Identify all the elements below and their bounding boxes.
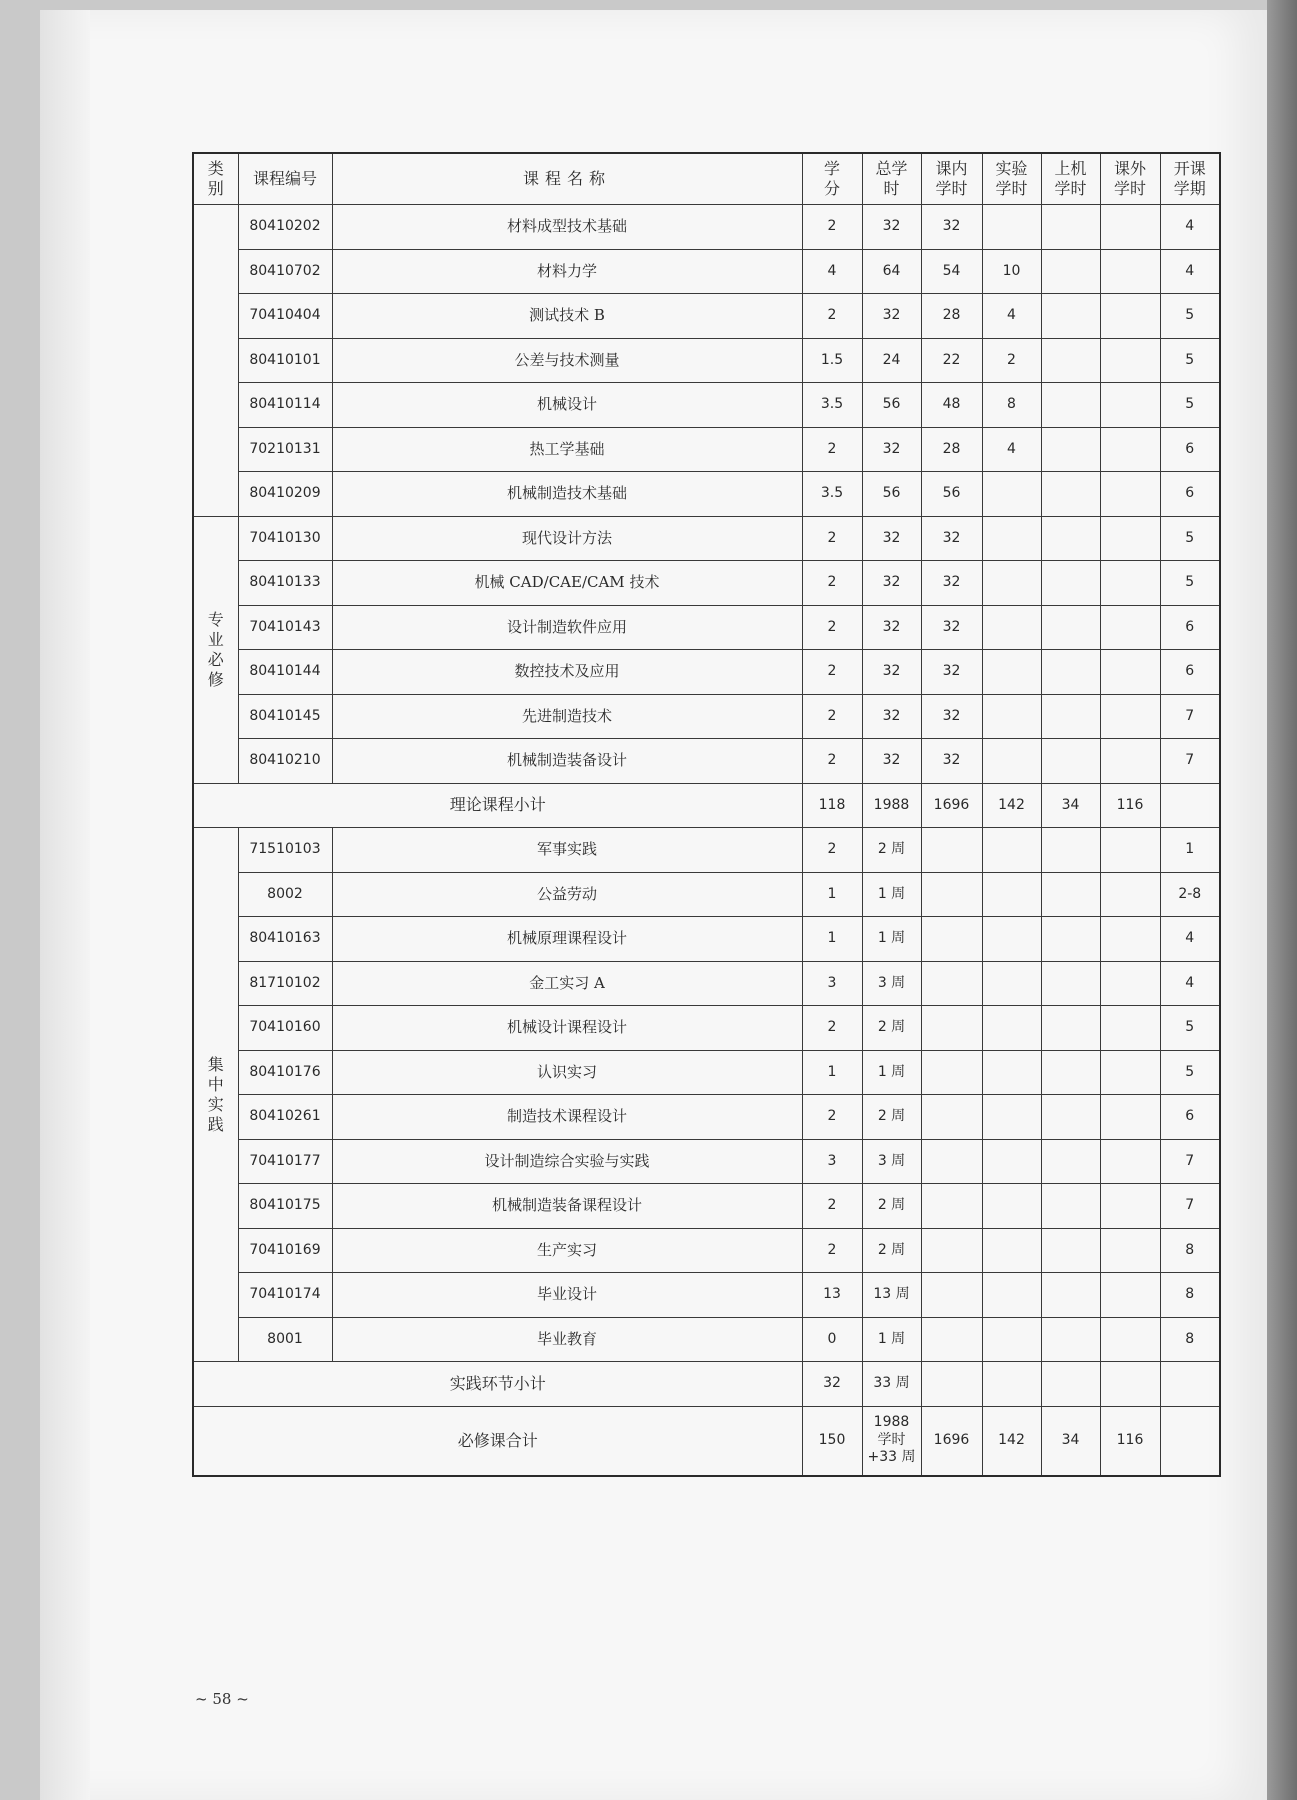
course-credits: 3 bbox=[802, 961, 862, 1006]
course-lecture-hours bbox=[921, 1317, 982, 1362]
course-total-hours: 24 bbox=[862, 338, 921, 383]
course-computer-hours bbox=[1041, 1139, 1100, 1184]
required-total-hours-total-line2: 学时 bbox=[877, 1431, 906, 1448]
course-lecture-hours bbox=[921, 1006, 982, 1051]
course-credits: 0 bbox=[802, 1317, 862, 1362]
course-semester: 8 bbox=[1160, 1273, 1220, 1318]
course-credits: 2 bbox=[802, 739, 862, 784]
course-lab-hours bbox=[982, 1050, 1041, 1095]
required-total-hours-total-line1: 1988 bbox=[873, 1414, 910, 1431]
course-extra-hours bbox=[1100, 383, 1160, 428]
course-total-hours: 1 周 bbox=[862, 872, 921, 917]
course-credits: 3 bbox=[802, 1139, 862, 1184]
course-computer-hours bbox=[1041, 383, 1100, 428]
course-code: 80410175 bbox=[238, 1184, 332, 1229]
course-name: 先进制造技术 bbox=[332, 694, 802, 739]
course-credits: 2 bbox=[802, 516, 862, 561]
course-lecture-hours bbox=[921, 1050, 982, 1095]
table-row bbox=[193, 1006, 1220, 1051]
course-lecture-hours bbox=[921, 1095, 982, 1140]
table-row bbox=[193, 828, 1220, 873]
course-credits: 1 bbox=[802, 1050, 862, 1095]
course-lecture-hours bbox=[921, 1228, 982, 1273]
course-code: 80410209 bbox=[238, 472, 332, 517]
practice-subtotal-total: 33 周 bbox=[862, 1362, 921, 1407]
required-total-credits: 150 bbox=[802, 1406, 862, 1476]
course-extra-hours bbox=[1100, 1095, 1160, 1140]
table-row bbox=[193, 917, 1220, 962]
course-computer-hours bbox=[1041, 1184, 1100, 1229]
required-total-hours-total-line3: +33 周 bbox=[867, 1449, 916, 1466]
course-code: 8001 bbox=[238, 1317, 332, 1362]
theory-subtotal-label: 理论课程小计 bbox=[193, 783, 802, 828]
course-lab-hours bbox=[982, 516, 1041, 561]
practice-subtotal-row bbox=[193, 1362, 1220, 1407]
course-code: 70410177 bbox=[238, 1139, 332, 1184]
course-name: 机械原理课程设计 bbox=[332, 917, 802, 962]
course-lab-hours bbox=[982, 694, 1041, 739]
course-name: 认识实习 bbox=[332, 1050, 802, 1095]
course-lecture-hours bbox=[921, 1184, 982, 1229]
course-code: 80410101 bbox=[238, 338, 332, 383]
course-semester: 6 bbox=[1160, 605, 1220, 650]
course-semester: 4 bbox=[1160, 249, 1220, 294]
course-code: 71510103 bbox=[238, 828, 332, 873]
course-credits: 2 bbox=[802, 561, 862, 606]
page-binding-edge bbox=[40, 10, 90, 1800]
course-semester: 8 bbox=[1160, 1317, 1220, 1362]
course-lab-hours bbox=[982, 561, 1041, 606]
header-semester: 开课 学期 bbox=[1160, 153, 1220, 205]
course-total-hours: 2 周 bbox=[862, 1095, 921, 1140]
course-name: 金工实习 A bbox=[332, 961, 802, 1006]
course-credits: 1.5 bbox=[802, 338, 862, 383]
course-extra-hours bbox=[1100, 1184, 1160, 1229]
table-row bbox=[193, 650, 1220, 695]
course-name: 机械制造技术基础 bbox=[332, 472, 802, 517]
course-code: 70410143 bbox=[238, 605, 332, 650]
course-total-hours: 2 周 bbox=[862, 1228, 921, 1273]
course-extra-hours bbox=[1100, 694, 1160, 739]
course-computer-hours bbox=[1041, 694, 1100, 739]
course-credits: 2 bbox=[802, 650, 862, 695]
course-credits: 2 bbox=[802, 1228, 862, 1273]
course-code: 81710102 bbox=[238, 961, 332, 1006]
course-computer-hours bbox=[1041, 917, 1100, 962]
course-lecture-hours: 32 bbox=[921, 561, 982, 606]
course-lecture-hours: 32 bbox=[921, 650, 982, 695]
theory-subtotal-extra: 116 bbox=[1100, 783, 1160, 828]
required-total-label: 必修课合计 bbox=[193, 1406, 802, 1476]
table-row bbox=[193, 872, 1220, 917]
course-name: 机械制造装备课程设计 bbox=[332, 1184, 802, 1229]
course-credits: 2 bbox=[802, 294, 862, 339]
course-credits: 2 bbox=[802, 828, 862, 873]
course-computer-hours bbox=[1041, 516, 1100, 561]
course-code: 70210131 bbox=[238, 427, 332, 472]
course-code: 70410404 bbox=[238, 294, 332, 339]
page-right-shadow bbox=[1267, 0, 1297, 1800]
course-lab-hours bbox=[982, 917, 1041, 962]
header-extra-hours: 课外 学时 bbox=[1100, 153, 1160, 205]
course-lab-hours bbox=[982, 961, 1041, 1006]
course-code: 70410169 bbox=[238, 1228, 332, 1273]
course-semester: 5 bbox=[1160, 1006, 1220, 1051]
course-credits: 2 bbox=[802, 205, 862, 250]
course-code: 70410160 bbox=[238, 1006, 332, 1051]
course-code: 80410176 bbox=[238, 1050, 332, 1095]
course-extra-hours bbox=[1100, 1050, 1160, 1095]
table-row bbox=[193, 1317, 1220, 1362]
course-total-hours: 1 周 bbox=[862, 917, 921, 962]
course-extra-hours bbox=[1100, 294, 1160, 339]
course-extra-hours bbox=[1100, 1273, 1160, 1318]
course-computer-hours bbox=[1041, 205, 1100, 250]
course-lab-hours: 2 bbox=[982, 338, 1041, 383]
course-semester: 7 bbox=[1160, 1184, 1220, 1229]
course-computer-hours bbox=[1041, 605, 1100, 650]
theory-subtotal-computer: 34 bbox=[1041, 783, 1100, 828]
course-name: 毕业设计 bbox=[332, 1273, 802, 1318]
course-lab-hours bbox=[982, 1228, 1041, 1273]
course-lab-hours bbox=[982, 605, 1041, 650]
course-lecture-hours: 48 bbox=[921, 383, 982, 428]
course-extra-hours bbox=[1100, 739, 1160, 784]
required-total-computer: 34 bbox=[1041, 1406, 1100, 1476]
course-semester: 6 bbox=[1160, 650, 1220, 695]
course-name: 材料力学 bbox=[332, 249, 802, 294]
course-lecture-hours: 32 bbox=[921, 694, 982, 739]
header-category: 类 别 bbox=[193, 153, 238, 205]
course-code: 80410210 bbox=[238, 739, 332, 784]
required-total-row bbox=[193, 1406, 1220, 1476]
course-computer-hours bbox=[1041, 1273, 1100, 1318]
course-semester: 4 bbox=[1160, 917, 1220, 962]
course-lecture-hours: 28 bbox=[921, 294, 982, 339]
course-lab-hours bbox=[982, 205, 1041, 250]
practice-subtotal-empty bbox=[982, 1362, 1041, 1407]
course-extra-hours bbox=[1100, 427, 1160, 472]
practice-subtotal-empty bbox=[1100, 1362, 1160, 1407]
course-lecture-hours bbox=[921, 1273, 982, 1318]
course-computer-hours bbox=[1041, 828, 1100, 873]
required-total-hours bbox=[862, 1406, 921, 1476]
course-lab-hours: 8 bbox=[982, 383, 1041, 428]
course-extra-hours bbox=[1100, 338, 1160, 383]
course-lab-hours bbox=[982, 472, 1041, 517]
course-lab-hours: 10 bbox=[982, 249, 1041, 294]
course-lab-hours bbox=[982, 1317, 1041, 1362]
course-extra-hours bbox=[1100, 516, 1160, 561]
course-code: 70410174 bbox=[238, 1273, 332, 1318]
practice-subtotal-empty bbox=[921, 1362, 982, 1407]
practice-subtotal-empty bbox=[1160, 1362, 1220, 1407]
header-lecture-hours: 课内 学时 bbox=[921, 153, 982, 205]
course-lab-hours bbox=[982, 828, 1041, 873]
course-semester: 6 bbox=[1160, 1095, 1220, 1140]
course-semester: 2-8 bbox=[1160, 872, 1220, 917]
course-code: 80410163 bbox=[238, 917, 332, 962]
course-credits: 13 bbox=[802, 1273, 862, 1318]
course-semester: 4 bbox=[1160, 205, 1220, 250]
course-code: 80410145 bbox=[238, 694, 332, 739]
course-semester: 6 bbox=[1160, 472, 1220, 517]
course-name: 材料成型技术基础 bbox=[332, 205, 802, 250]
course-lab-hours bbox=[982, 650, 1041, 695]
course-credits: 2 bbox=[802, 605, 862, 650]
course-computer-hours bbox=[1041, 1006, 1100, 1051]
course-lecture-hours: 32 bbox=[921, 605, 982, 650]
course-computer-hours bbox=[1041, 1228, 1100, 1273]
table-body bbox=[193, 205, 1220, 1476]
course-credits: 3.5 bbox=[802, 383, 862, 428]
table-row bbox=[193, 1273, 1220, 1318]
course-computer-hours bbox=[1041, 650, 1100, 695]
course-name: 热工学基础 bbox=[332, 427, 802, 472]
course-computer-hours bbox=[1041, 427, 1100, 472]
header-code: 课程编号 bbox=[238, 153, 332, 205]
course-name: 机械设计课程设计 bbox=[332, 1006, 802, 1051]
course-code: 8002 bbox=[238, 872, 332, 917]
course-code: 80410114 bbox=[238, 383, 332, 428]
course-extra-hours bbox=[1100, 1317, 1160, 1362]
course-lab-hours: 4 bbox=[982, 294, 1041, 339]
course-lab-hours bbox=[982, 1139, 1041, 1184]
course-lab-hours bbox=[982, 1006, 1041, 1051]
course-credits: 2 bbox=[802, 1006, 862, 1051]
course-semester: 6 bbox=[1160, 427, 1220, 472]
course-total-hours: 32 bbox=[862, 205, 921, 250]
course-credits: 4 bbox=[802, 249, 862, 294]
course-name: 机械制造装备设计 bbox=[332, 739, 802, 784]
course-extra-hours bbox=[1100, 828, 1160, 873]
course-code: 80410202 bbox=[238, 205, 332, 250]
course-computer-hours bbox=[1041, 1317, 1100, 1362]
course-extra-hours bbox=[1100, 472, 1160, 517]
table-row bbox=[193, 694, 1220, 739]
category-cell bbox=[193, 205, 238, 517]
practice-subtotal-credits: 32 bbox=[802, 1362, 862, 1407]
header-total-hours: 总学 时 bbox=[862, 153, 921, 205]
table-row bbox=[193, 1095, 1220, 1140]
course-total-hours: 2 周 bbox=[862, 1006, 921, 1051]
course-total-hours: 32 bbox=[862, 650, 921, 695]
table-row bbox=[193, 1228, 1220, 1273]
course-lab-hours bbox=[982, 1184, 1041, 1229]
table-row bbox=[193, 472, 1220, 517]
course-computer-hours bbox=[1041, 561, 1100, 606]
course-lab-hours bbox=[982, 872, 1041, 917]
course-name: 毕业教育 bbox=[332, 1317, 802, 1362]
course-name: 机械 CAD/CAE/CAM 技术 bbox=[332, 561, 802, 606]
table-row bbox=[193, 516, 1220, 561]
theory-subtotal-semester bbox=[1160, 783, 1220, 828]
course-name: 现代设计方法 bbox=[332, 516, 802, 561]
course-semester: 5 bbox=[1160, 516, 1220, 561]
course-extra-hours bbox=[1100, 605, 1160, 650]
table-row bbox=[193, 1139, 1220, 1184]
course-semester: 5 bbox=[1160, 383, 1220, 428]
course-code: 80410144 bbox=[238, 650, 332, 695]
theory-subtotal-row bbox=[193, 783, 1220, 828]
category-cell: 集 中 实 践 bbox=[193, 828, 238, 1362]
table-row bbox=[193, 249, 1220, 294]
course-extra-hours bbox=[1100, 872, 1160, 917]
practice-subtotal-empty bbox=[1041, 1362, 1100, 1407]
course-lecture-hours: 56 bbox=[921, 472, 982, 517]
course-lecture-hours bbox=[921, 872, 982, 917]
practice-subtotal-label: 实践环节小计 bbox=[193, 1362, 802, 1407]
course-lecture-hours: 28 bbox=[921, 427, 982, 472]
course-plan-table bbox=[192, 152, 1221, 1477]
header-computer-hours: 上机 学时 bbox=[1041, 153, 1100, 205]
course-total-hours: 32 bbox=[862, 561, 921, 606]
course-name: 设计制造软件应用 bbox=[332, 605, 802, 650]
category-cell: 专 业 必 修 bbox=[193, 516, 238, 783]
course-semester: 5 bbox=[1160, 338, 1220, 383]
course-name: 制造技术课程设计 bbox=[332, 1095, 802, 1140]
required-total-extra: 116 bbox=[1100, 1406, 1160, 1476]
course-lab-hours bbox=[982, 1273, 1041, 1318]
course-name: 测试技术 B bbox=[332, 294, 802, 339]
course-total-hours: 56 bbox=[862, 383, 921, 428]
course-credits: 2 bbox=[802, 1095, 862, 1140]
theory-subtotal-credits: 118 bbox=[802, 783, 862, 828]
course-computer-hours bbox=[1041, 961, 1100, 1006]
course-total-hours: 56 bbox=[862, 472, 921, 517]
table-row bbox=[193, 383, 1220, 428]
course-credits: 2 bbox=[802, 427, 862, 472]
course-total-hours: 32 bbox=[862, 294, 921, 339]
course-total-hours: 13 周 bbox=[862, 1273, 921, 1318]
course-lecture-hours: 32 bbox=[921, 205, 982, 250]
course-total-hours: 2 周 bbox=[862, 828, 921, 873]
header-name: 课程名称 bbox=[332, 153, 802, 205]
course-lab-hours bbox=[982, 1095, 1041, 1140]
course-total-hours: 2 周 bbox=[862, 1184, 921, 1229]
course-extra-hours bbox=[1100, 1139, 1160, 1184]
course-name: 公差与技术测量 bbox=[332, 338, 802, 383]
course-lecture-hours: 32 bbox=[921, 739, 982, 784]
course-credits: 3.5 bbox=[802, 472, 862, 517]
table-row bbox=[193, 561, 1220, 606]
course-computer-hours bbox=[1041, 472, 1100, 517]
course-semester: 1 bbox=[1160, 828, 1220, 873]
course-computer-hours bbox=[1041, 739, 1100, 784]
course-extra-hours bbox=[1100, 650, 1160, 695]
course-extra-hours bbox=[1100, 249, 1160, 294]
required-total-semester bbox=[1160, 1406, 1220, 1476]
page-number: ~ 58 ~ bbox=[195, 1690, 249, 1708]
course-semester: 7 bbox=[1160, 694, 1220, 739]
course-extra-hours bbox=[1100, 1228, 1160, 1273]
course-semester: 5 bbox=[1160, 294, 1220, 339]
course-extra-hours bbox=[1100, 917, 1160, 962]
theory-subtotal-total: 1988 bbox=[862, 783, 921, 828]
course-total-hours: 1 周 bbox=[862, 1317, 921, 1362]
table-row bbox=[193, 1184, 1220, 1229]
table-header-row bbox=[193, 153, 1220, 205]
header-lab-hours: 实验 学时 bbox=[982, 153, 1041, 205]
header-credits: 学 分 bbox=[802, 153, 862, 205]
course-computer-hours bbox=[1041, 249, 1100, 294]
course-name: 机械设计 bbox=[332, 383, 802, 428]
course-semester: 7 bbox=[1160, 1139, 1220, 1184]
course-code: 80410261 bbox=[238, 1095, 332, 1140]
table-row bbox=[193, 605, 1220, 650]
course-lecture-hours bbox=[921, 917, 982, 962]
course-code: 70410130 bbox=[238, 516, 332, 561]
course-semester: 5 bbox=[1160, 561, 1220, 606]
course-total-hours: 1 周 bbox=[862, 1050, 921, 1095]
table-row bbox=[193, 338, 1220, 383]
course-total-hours: 32 bbox=[862, 605, 921, 650]
course-credits: 1 bbox=[802, 917, 862, 962]
course-total-hours: 32 bbox=[862, 427, 921, 472]
course-extra-hours bbox=[1100, 561, 1160, 606]
table-row bbox=[193, 205, 1220, 250]
course-total-hours: 32 bbox=[862, 694, 921, 739]
course-semester: 8 bbox=[1160, 1228, 1220, 1273]
table-row bbox=[193, 1050, 1220, 1095]
course-name: 军事实践 bbox=[332, 828, 802, 873]
course-name: 公益劳动 bbox=[332, 872, 802, 917]
course-semester: 4 bbox=[1160, 961, 1220, 1006]
course-name: 生产实习 bbox=[332, 1228, 802, 1273]
course-computer-hours bbox=[1041, 338, 1100, 383]
required-total-lab: 142 bbox=[982, 1406, 1041, 1476]
course-semester: 7 bbox=[1160, 739, 1220, 784]
course-name: 设计制造综合实验与实践 bbox=[332, 1139, 802, 1184]
course-computer-hours bbox=[1041, 1050, 1100, 1095]
table-row bbox=[193, 427, 1220, 472]
required-total-lecture: 1696 bbox=[921, 1406, 982, 1476]
table-row bbox=[193, 739, 1220, 784]
course-lecture-hours: 32 bbox=[921, 516, 982, 561]
theory-subtotal-lecture: 1696 bbox=[921, 783, 982, 828]
course-total-hours: 32 bbox=[862, 516, 921, 561]
course-code: 80410702 bbox=[238, 249, 332, 294]
course-lab-hours: 4 bbox=[982, 427, 1041, 472]
course-total-hours: 3 周 bbox=[862, 1139, 921, 1184]
course-lecture-hours bbox=[921, 1139, 982, 1184]
course-lecture-hours: 54 bbox=[921, 249, 982, 294]
course-computer-hours bbox=[1041, 294, 1100, 339]
course-total-hours: 64 bbox=[862, 249, 921, 294]
table-row bbox=[193, 961, 1220, 1006]
course-total-hours: 3 周 bbox=[862, 961, 921, 1006]
course-code: 80410133 bbox=[238, 561, 332, 606]
table-row bbox=[193, 294, 1220, 339]
course-credits: 2 bbox=[802, 1184, 862, 1229]
course-lecture-hours bbox=[921, 961, 982, 1006]
course-computer-hours bbox=[1041, 872, 1100, 917]
course-extra-hours bbox=[1100, 1006, 1160, 1051]
course-total-hours: 32 bbox=[862, 739, 921, 784]
course-extra-hours bbox=[1100, 961, 1160, 1006]
course-name: 数控技术及应用 bbox=[332, 650, 802, 695]
course-semester: 5 bbox=[1160, 1050, 1220, 1095]
course-credits: 1 bbox=[802, 872, 862, 917]
course-lecture-hours bbox=[921, 828, 982, 873]
course-extra-hours bbox=[1100, 205, 1160, 250]
course-computer-hours bbox=[1041, 1095, 1100, 1140]
course-lecture-hours: 22 bbox=[921, 338, 982, 383]
course-credits: 2 bbox=[802, 694, 862, 739]
course-lab-hours bbox=[982, 739, 1041, 784]
theory-subtotal-lab: 142 bbox=[982, 783, 1041, 828]
